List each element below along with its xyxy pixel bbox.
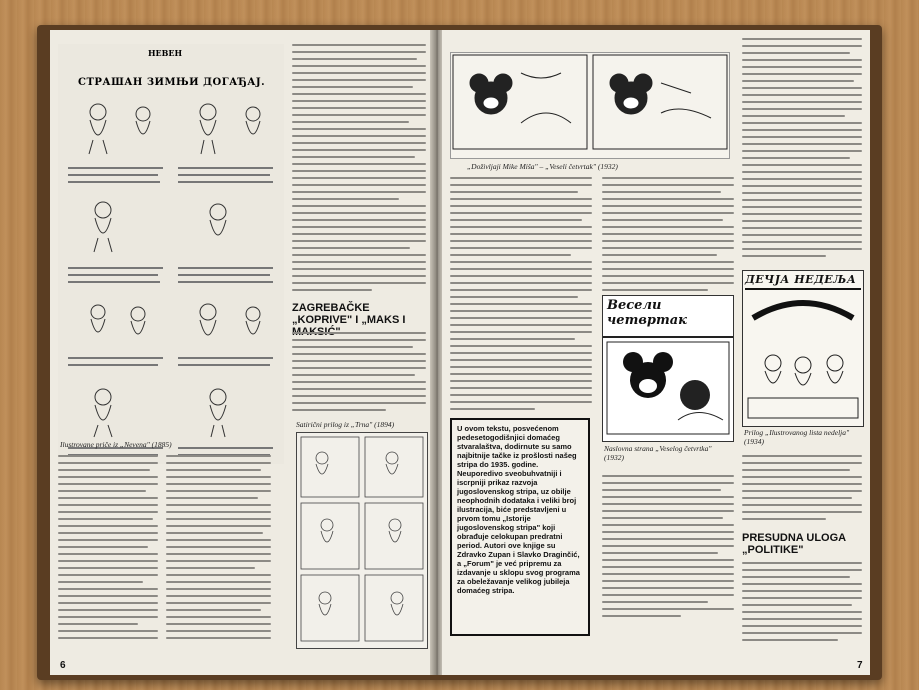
veseli-cetvrtak-illustration	[603, 340, 733, 440]
text-column-8	[742, 455, 862, 525]
mika-mis-illustration	[451, 53, 729, 158]
text-column-3b	[292, 332, 426, 416]
mika-mis-caption: „Doživljaji Mike Miša" – „Veseli četvrtak" (1932)	[467, 162, 618, 171]
text-column-2	[166, 455, 271, 644]
veseli-cetvrtak-caption: Naslovna strana „Veselog četvrtka" (1932)	[604, 444, 712, 462]
editorial-note-box: U ovom tekstu, posvećenom pedesetogodišnjici domaćeg stvaralaštva, dodirnute su samo najbitnije tačke iz prošlosti našeg stripa do 1935. godine. Neuporedivo sveobuhvatniji i iscrpniji prikaz razvoja jugoslovenskog stripa, uz obilje neophodnih dodataka i veliki broj ilustracija, biće predstavljeni u prvom tomu „Istorije jugoslovenskog stripa" koji obrađuje celokupan predratni period. Autori ove knjige su Zdravko Zupan i Slavko Draginčić, a „Forum" je već pripremu za izdavanje u sklopu svog programa za obeležavanje velikog jubileja domaćeg stripa.	[450, 418, 590, 636]
mika-mis-comic	[450, 52, 730, 159]
text-column-9	[742, 562, 862, 646]
text-column-7	[742, 38, 862, 262]
section-heading-koprive: ZAGREBAČKE „KOPRIVE" I „MAKS I	[292, 302, 406, 326]
text-column-4	[450, 177, 592, 415]
veseli-cetvrtak-title: Весели четвртак	[607, 298, 687, 328]
text-column-1	[58, 455, 158, 644]
trn-comic	[296, 432, 428, 649]
text-column-5	[602, 177, 734, 296]
text-column-6	[602, 475, 734, 622]
section-heading-politika: PRESUDNA ULOGA „POLITIKE"	[742, 532, 846, 556]
page-number-left: 6	[60, 660, 66, 671]
nevent-comic	[58, 44, 284, 464]
trn-comic-illustration	[297, 433, 427, 648]
decja-nedelja-caption: Prilog „Ilustrovanog lista nedelja" (1934)	[744, 428, 850, 446]
decja-nedelja-illustration	[743, 293, 863, 423]
comic-panels-illustration	[58, 92, 284, 462]
comic-paper-name: НЕВЕН	[148, 48, 183, 58]
right-page	[442, 30, 870, 675]
trn-comic-caption: Satirični prilog iz „Trna" (1894)	[296, 420, 395, 429]
decja-nedelja-page	[742, 270, 864, 427]
text-column-3	[292, 44, 426, 296]
nevent-comic-caption: Ilustrovane priče iz „Nevena" (1885)	[60, 440, 172, 449]
page-number-right: 7	[857, 660, 863, 671]
comic-title: СТРАШАН ЗИМЊИ ДОГАЂАЈ.	[78, 77, 266, 88]
decja-nedelja-title: ДЕЧЈА НЕДЕЉА	[745, 273, 861, 290]
veseli-cetvrtak-cover	[602, 295, 734, 442]
left-page	[50, 30, 435, 675]
